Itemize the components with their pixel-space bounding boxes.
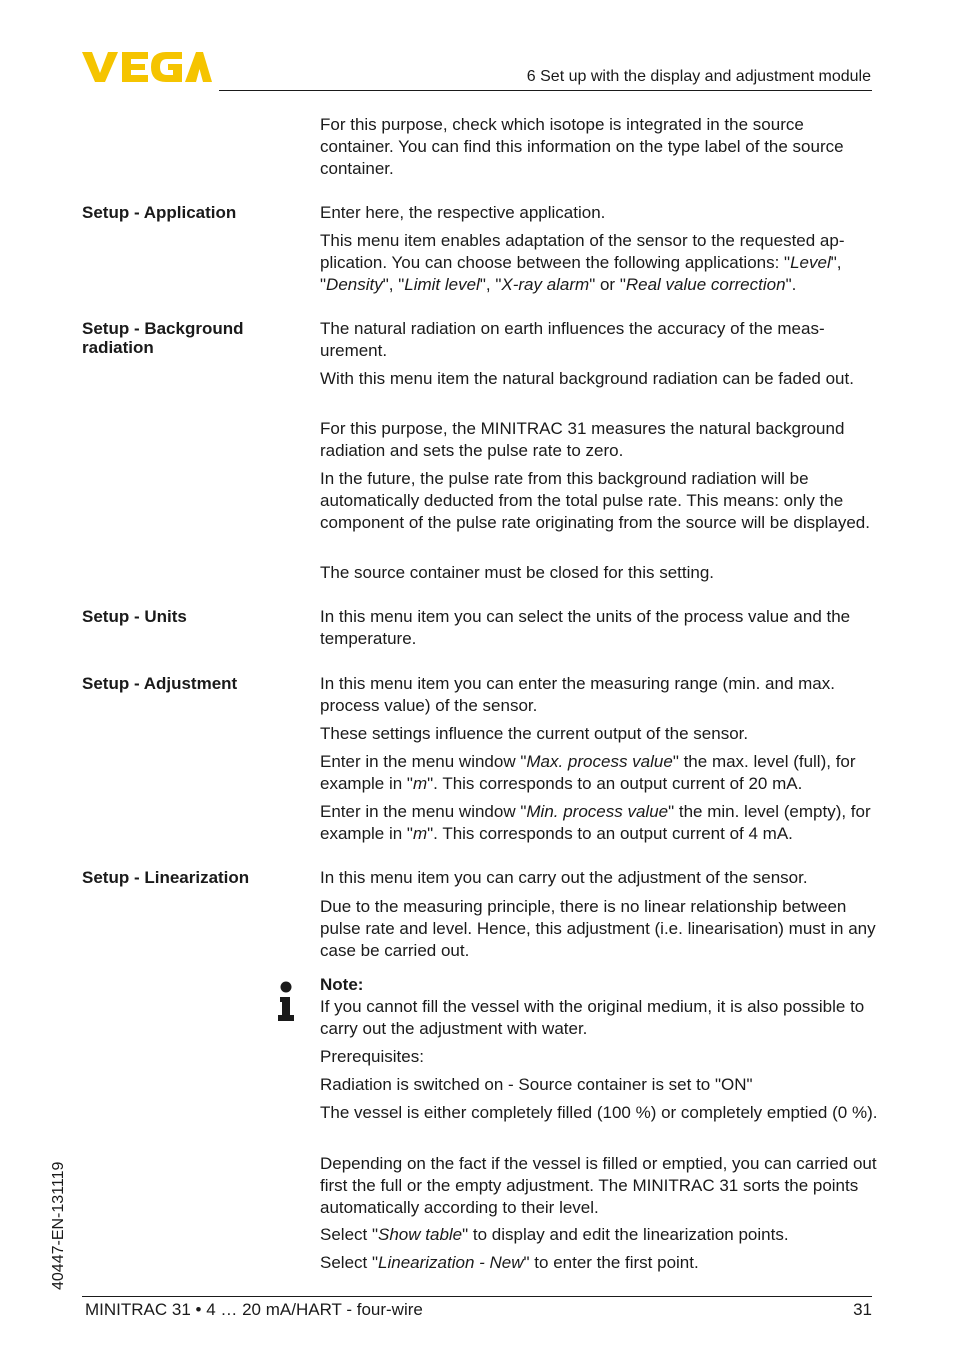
adjustment-paragraph-3: Enter in the menu window "Max. process value" the max. level (full), for example in "m". This corresponds to an output current of 20 mA. — [320, 752, 856, 793]
adjustment-paragraph-4: Enter in the menu window "Min. process value" the min. level (empty), for example in "m". This corresponds to an output current of 4 mA. — [320, 802, 871, 843]
linearization-paragraph-4: Select "Show table" to display and edit the linearization points. — [320, 1225, 789, 1244]
linearization-paragraph-2: Due to the measuring principle, there is no linear relationship between pulse rate and level. Hence, this adjustment (i.e. linearisation) must in any case be carried out. — [320, 897, 876, 960]
adjustment-paragraph-1: In this menu item you can enter the measuring range (min. and max. process value) of the sensor. — [320, 674, 835, 715]
prerequisites-heading: Prerequisites: — [320, 1047, 424, 1066]
background-paragraph-4: In the future, the pulse rate from this background radiation will be automatically deducted from the total pulse rate. This means: only the component of the pulse rate originating from the source will be displayed. — [320, 469, 870, 532]
background-paragraph-1: The natural radiation on earth influences the accuracy of the measurement. — [320, 319, 825, 360]
section-label-application: Setup - Application — [82, 203, 237, 222]
background-paragraph-2: With this menu item the natural background radiation can be faded out. — [320, 369, 854, 388]
prerequisite-item: Radiation is switched on - Source container is set to "ON" — [320, 1075, 753, 1094]
section-label-linearization: Setup - Linearization — [82, 868, 250, 887]
linearization-paragraph-5: Select "Linearization - New" to enter the first point. — [320, 1253, 699, 1272]
linearization-paragraph-3: Depending on the fact if the vessel is filled or emptied, you can carried out first the full or the empty adjustment. The MINITRAC 31 sorts the points automatically according to their level. — [320, 1154, 877, 1217]
prerequisite-item: The vessel is either completely filled (100 %) or completely emptied (0 %). — [320, 1103, 878, 1122]
background-paragraph-5: The source container must be closed for this setting. — [320, 563, 715, 582]
section-label-units: Setup - Units — [82, 607, 187, 626]
header-section-title: 6 Set up with the display and adjustment module — [526, 68, 871, 85]
application-option-limit-level: Limit level — [404, 275, 480, 294]
footer-divider — [82, 1296, 872, 1297]
application-paragraph-2: This menu item enables adaptation of the sensor to the requested application. You can choose between the following applications: "Level", "Density", "Limit level", "X-ray alarm" or "Real value correction". — [320, 231, 845, 294]
note-title: Note: — [320, 975, 364, 994]
document-code: 40447-EN-131119 — [50, 1161, 67, 1290]
footer-product: MINITRAC 31 • 4 … 20 mA/HART - four-wire — [85, 1300, 423, 1319]
application-paragraph-1: Enter here, the respective application. — [320, 203, 606, 222]
section-label-adjustment: Setup - Adjustment — [82, 674, 238, 693]
units-paragraph-1: In this menu item you can select the units of the process value and the temperature. — [320, 607, 851, 648]
application-option-real-value-correction: Real value correction — [625, 275, 786, 294]
info-icon — [276, 981, 296, 1021]
linearization-paragraph-1: In this menu item you can carry out the adjustment of the sensor. — [320, 868, 808, 887]
section-label-background-radiation: Setup - Background radiation — [82, 319, 244, 357]
application-option-xray-alarm: X-ray alarm — [501, 275, 590, 294]
application-option-level: Level — [790, 253, 831, 272]
application-option-density: Density — [326, 275, 383, 294]
header-divider — [219, 90, 872, 91]
background-paragraph-3: For this purpose, the MINITRAC 31 measures the natural background radiation and sets the pulse rate to zero. — [320, 419, 845, 460]
intro-paragraph: For this purpose, check which isotope is integrated in the source container. You can find this information on the type label of the source container. — [320, 115, 844, 178]
note-text: If you cannot fill the vessel with the original medium, it is also possible to carry out the adjustment with water. — [320, 997, 865, 1038]
adjustment-paragraph-2: These settings influence the current output of the sensor. — [320, 724, 749, 743]
page-number: 31 — [853, 1300, 872, 1319]
vega-logo — [82, 51, 212, 83]
